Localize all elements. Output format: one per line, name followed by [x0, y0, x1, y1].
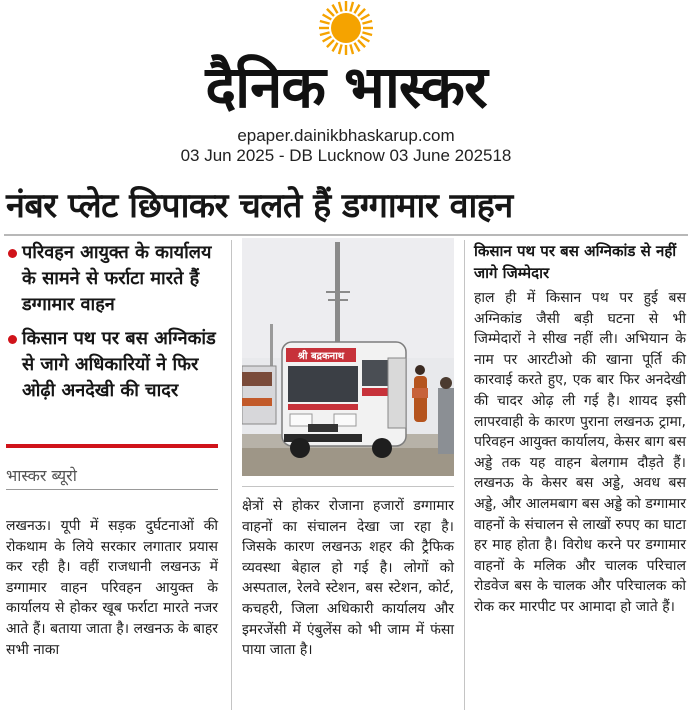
- bus-sign-text: श्री बद्रकनाथ: [297, 351, 345, 362]
- sun-ray: [355, 5, 360, 14]
- sun-ray: [358, 40, 365, 47]
- sun-ray: [327, 9, 334, 16]
- photo-divider: [242, 486, 454, 487]
- column-divider: [231, 240, 232, 710]
- sun-ray: [362, 32, 372, 35]
- sun-ray: [323, 15, 332, 20]
- epaper-url[interactable]: epaper.dainikbhaskarup.com: [237, 126, 455, 145]
- article-column-2: क्षेत्रों से होकर रोजाना हजारों डग्गामार वाहनों का संचालन देखा जा रहा है। जिसके कारण लखनऊ शहर की ट्रैफिक व्यवस्था बेहाल हो गई है। लोगों को अस्पताल, रेलवे स्टेशन, बस स्टेशन, कोर्ट, कचहरी, जिला अधिकारी कार्यालय और इमरजेंसी में एंबुलेंस को भी जाम में फंसा पाया जाता है।: [242, 498, 454, 659]
- subheading: किसान पथ पर बस अग्निकांड से नहीं जागे जिम्मेदार: [474, 242, 677, 282]
- article-column-1: लखनऊ। यूपी में सड़क दुर्घटनाओं की रोकथाम के लिये सरकार लगातार प्रयास कर रही है। वहीं राजधानी लखनऊ में डग्गामार वाहन परिवहन आयुक्त के कार्यालय से होकर खूब फर्राटा मारते नजर आते हैं। बताया जाता है। लखनऊ के बाहर सभी नाका: [6, 518, 218, 658]
- bullet-dot-icon: [8, 335, 17, 344]
- highlight-bullets: [6, 240, 218, 412]
- newspaper-logo: दैनिक भास्कर: [205, 53, 487, 121]
- highlight-bullet: [6, 240, 218, 318]
- sun-ray: [320, 32, 330, 35]
- column-divider: [464, 240, 465, 710]
- bullet-dot-icon: [8, 249, 17, 258]
- article-column-3: हाल ही में किसान पथ पर हुई बस अग्निकांड जैसी बड़ी घटना से भी जिम्मेदारों ने सीख नहीं ली। अभियान के नाम पर आरटीओ की खाना पूर्ति की कारवाई करते हुए, एक बार फिर अनदेखी की चादर ओढ़ ली गई है। शायद इसी लापरवाही के कारण पुराना लखनऊ ट्रामा, परिवहन आयुक्त कार्यालय, केसर बाग बस अड्डे तक यह वाहन बेलगाम दौड़ते हैं। लखनऊ के केसर बस अड्डे, अवध बस अड्डे, और आलमबाग बस अड्डे को डग्गामार वाहनों के संचालन से लाखों रुपए का घाटा हर माह होता है। विरोध करने पर डग्गामार वाहनों के मलिक और चालक परिचाल रोडवेज बस के चालक और परिचालक को रोक कर मारपीट पर आमादा हो जाते हैं।: [474, 290, 686, 615]
- byline-divider: [6, 489, 218, 490]
- sun-ray: [358, 9, 365, 16]
- sun-ray: [333, 43, 338, 52]
- sun-ray: [333, 5, 338, 14]
- sun-logo-icon: [318, 0, 374, 56]
- highlight-bullet: [6, 326, 218, 404]
- news-article: [0, 176, 692, 715]
- bus-photo: [242, 238, 454, 476]
- sun-ray: [355, 43, 360, 52]
- edition-line: 03 Jun 2025 - DB Lucknow 03 June 202518: [180, 146, 512, 165]
- sun-ray: [361, 15, 370, 20]
- article-headline: नंबर प्लेट छिपाकर चलते हैं डग्गामार वाहन: [6, 186, 513, 226]
- masthead: [0, 0, 692, 170]
- sun-ray: [362, 21, 372, 24]
- sun-ray: [361, 37, 370, 42]
- bullet-text: किसान पथ पर बस अग्निकांड से जागे अधिकारियों ने फिर ओढ़ी अनदेखी की चादर: [22, 328, 216, 401]
- sun-ray: [339, 2, 342, 12]
- sun-ray: [350, 2, 353, 12]
- section-divider: [6, 444, 218, 448]
- bullet-text: परिवहन आयुक्त के कार्यालय के सामने से फर्राटा मारते हैं डग्गामार वाहन: [22, 242, 212, 315]
- byline: भास्कर ब्यूरो: [6, 466, 77, 485]
- sun-ray: [320, 21, 330, 24]
- headline-divider: [4, 234, 688, 236]
- sun-ray: [323, 37, 332, 42]
- sun-ray: [327, 40, 334, 47]
